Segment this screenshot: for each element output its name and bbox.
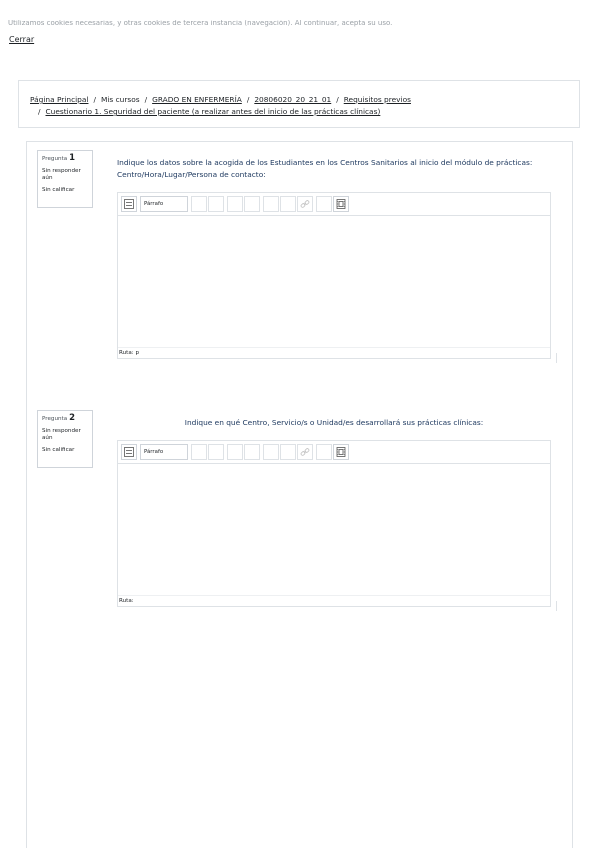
editor-path-bar: Ruta: p [118,347,550,358]
question-1-text [117,157,557,181]
paragraph-format-select[interactable]: Párrafo [140,444,188,460]
question-grade: Sin calificar [42,186,75,193]
insert-link-button[interactable] [263,444,279,460]
breadcrumb-card [18,80,580,128]
question-1-editor [117,192,551,359]
breadcrumb-course-code[interactable]: 20806020_20_21_01 [254,95,332,104]
bold-button[interactable] [191,444,207,460]
link-icon [300,199,310,209]
question-1-text-line2: Centro/Hora/Lugar/Persona de contacto: [117,170,266,179]
editor-path-bar: Ruta: [118,595,550,606]
breadcrumb-quiz[interactable]: Cuestionario 1. Seguridad del paciente (a realizar antes del inicio de las prácticas clínicas) [45,107,381,116]
breadcrumb-section[interactable]: Requisitos previos [343,95,411,104]
breadcrumb-separator: / [144,95,148,104]
question-2-text [117,417,551,429]
media-button[interactable] [333,444,349,460]
breadcrumb-my-courses: Mis cursos [100,95,140,104]
link-icon [300,447,310,457]
editor-toolbar [118,441,550,464]
question-2-answer-area[interactable] [118,464,550,596]
question-label: Pregunta [42,156,68,162]
italic-button[interactable] [208,196,224,212]
question-number: 1 [69,153,76,163]
cookie-notice-text: Utilizamos cookies necesarias, y otras cookies de tercera instancia (navegación). Al continuar, acepta su uso. [8,20,393,27]
question-state: Sin responder aún [42,427,81,441]
bold-button[interactable] [191,196,207,212]
ordered-list-button[interactable] [244,444,260,460]
media-icon [336,199,346,209]
breadcrumb-course-degree[interactable]: GRADO EN ENFERMERÍA [152,95,242,104]
question-number: 2 [69,413,76,423]
remove-link-button[interactable] [280,196,296,212]
breadcrumb-separator: / [38,107,41,116]
toolbar-toggle-button[interactable] [121,196,137,212]
editor-resize-handle[interactable] [556,353,557,363]
media-icon [336,447,346,457]
editor-toolbar [118,193,550,216]
breadcrumb-separator: / [336,95,339,104]
question-1-text-line1: Indique los datos sobre la acogida de los Estudiantes en los Centros Sanitarios al inicio del módulo de prácticas: [117,158,533,167]
unordered-list-button[interactable] [227,444,243,460]
image-button[interactable] [316,196,332,212]
paragraph-format-select[interactable]: Párrafo [140,196,188,212]
breadcrumb [30,94,570,118]
question-2-editor [117,440,551,607]
image-button[interactable] [316,444,332,460]
question-label: Pregunta [42,416,68,422]
toolbar-toggle-icon [124,447,134,457]
close-notice-link[interactable]: Cerrar [9,35,35,44]
breadcrumb-separator: / [246,95,250,104]
remove-link-button[interactable] [280,444,296,460]
toolbar-toggle-icon [124,199,134,209]
media-button[interactable] [333,196,349,212]
question-2-text-line1: Indique en qué Centro, Servicio/s o Unidad/es desarrollará sus prácticas clínicas: [184,418,484,427]
breadcrumb-separator: / [93,95,96,104]
insert-link-button[interactable] [263,196,279,212]
question-1-info [37,150,93,208]
ordered-list-button[interactable] [244,196,260,212]
breadcrumb-home[interactable]: Página Principal [30,95,89,104]
unordered-list-button[interactable] [227,196,243,212]
italic-button[interactable] [208,444,224,460]
link-button[interactable] [297,444,313,460]
link-button[interactable] [297,196,313,212]
question-grade: Sin calificar [42,446,75,453]
question-state: Sin responder aún [42,167,81,181]
question-1-answer-area[interactable] [118,216,550,348]
toolbar-toggle-button[interactable] [121,444,137,460]
editor-resize-handle[interactable] [556,601,557,611]
question-2-info [37,410,93,468]
